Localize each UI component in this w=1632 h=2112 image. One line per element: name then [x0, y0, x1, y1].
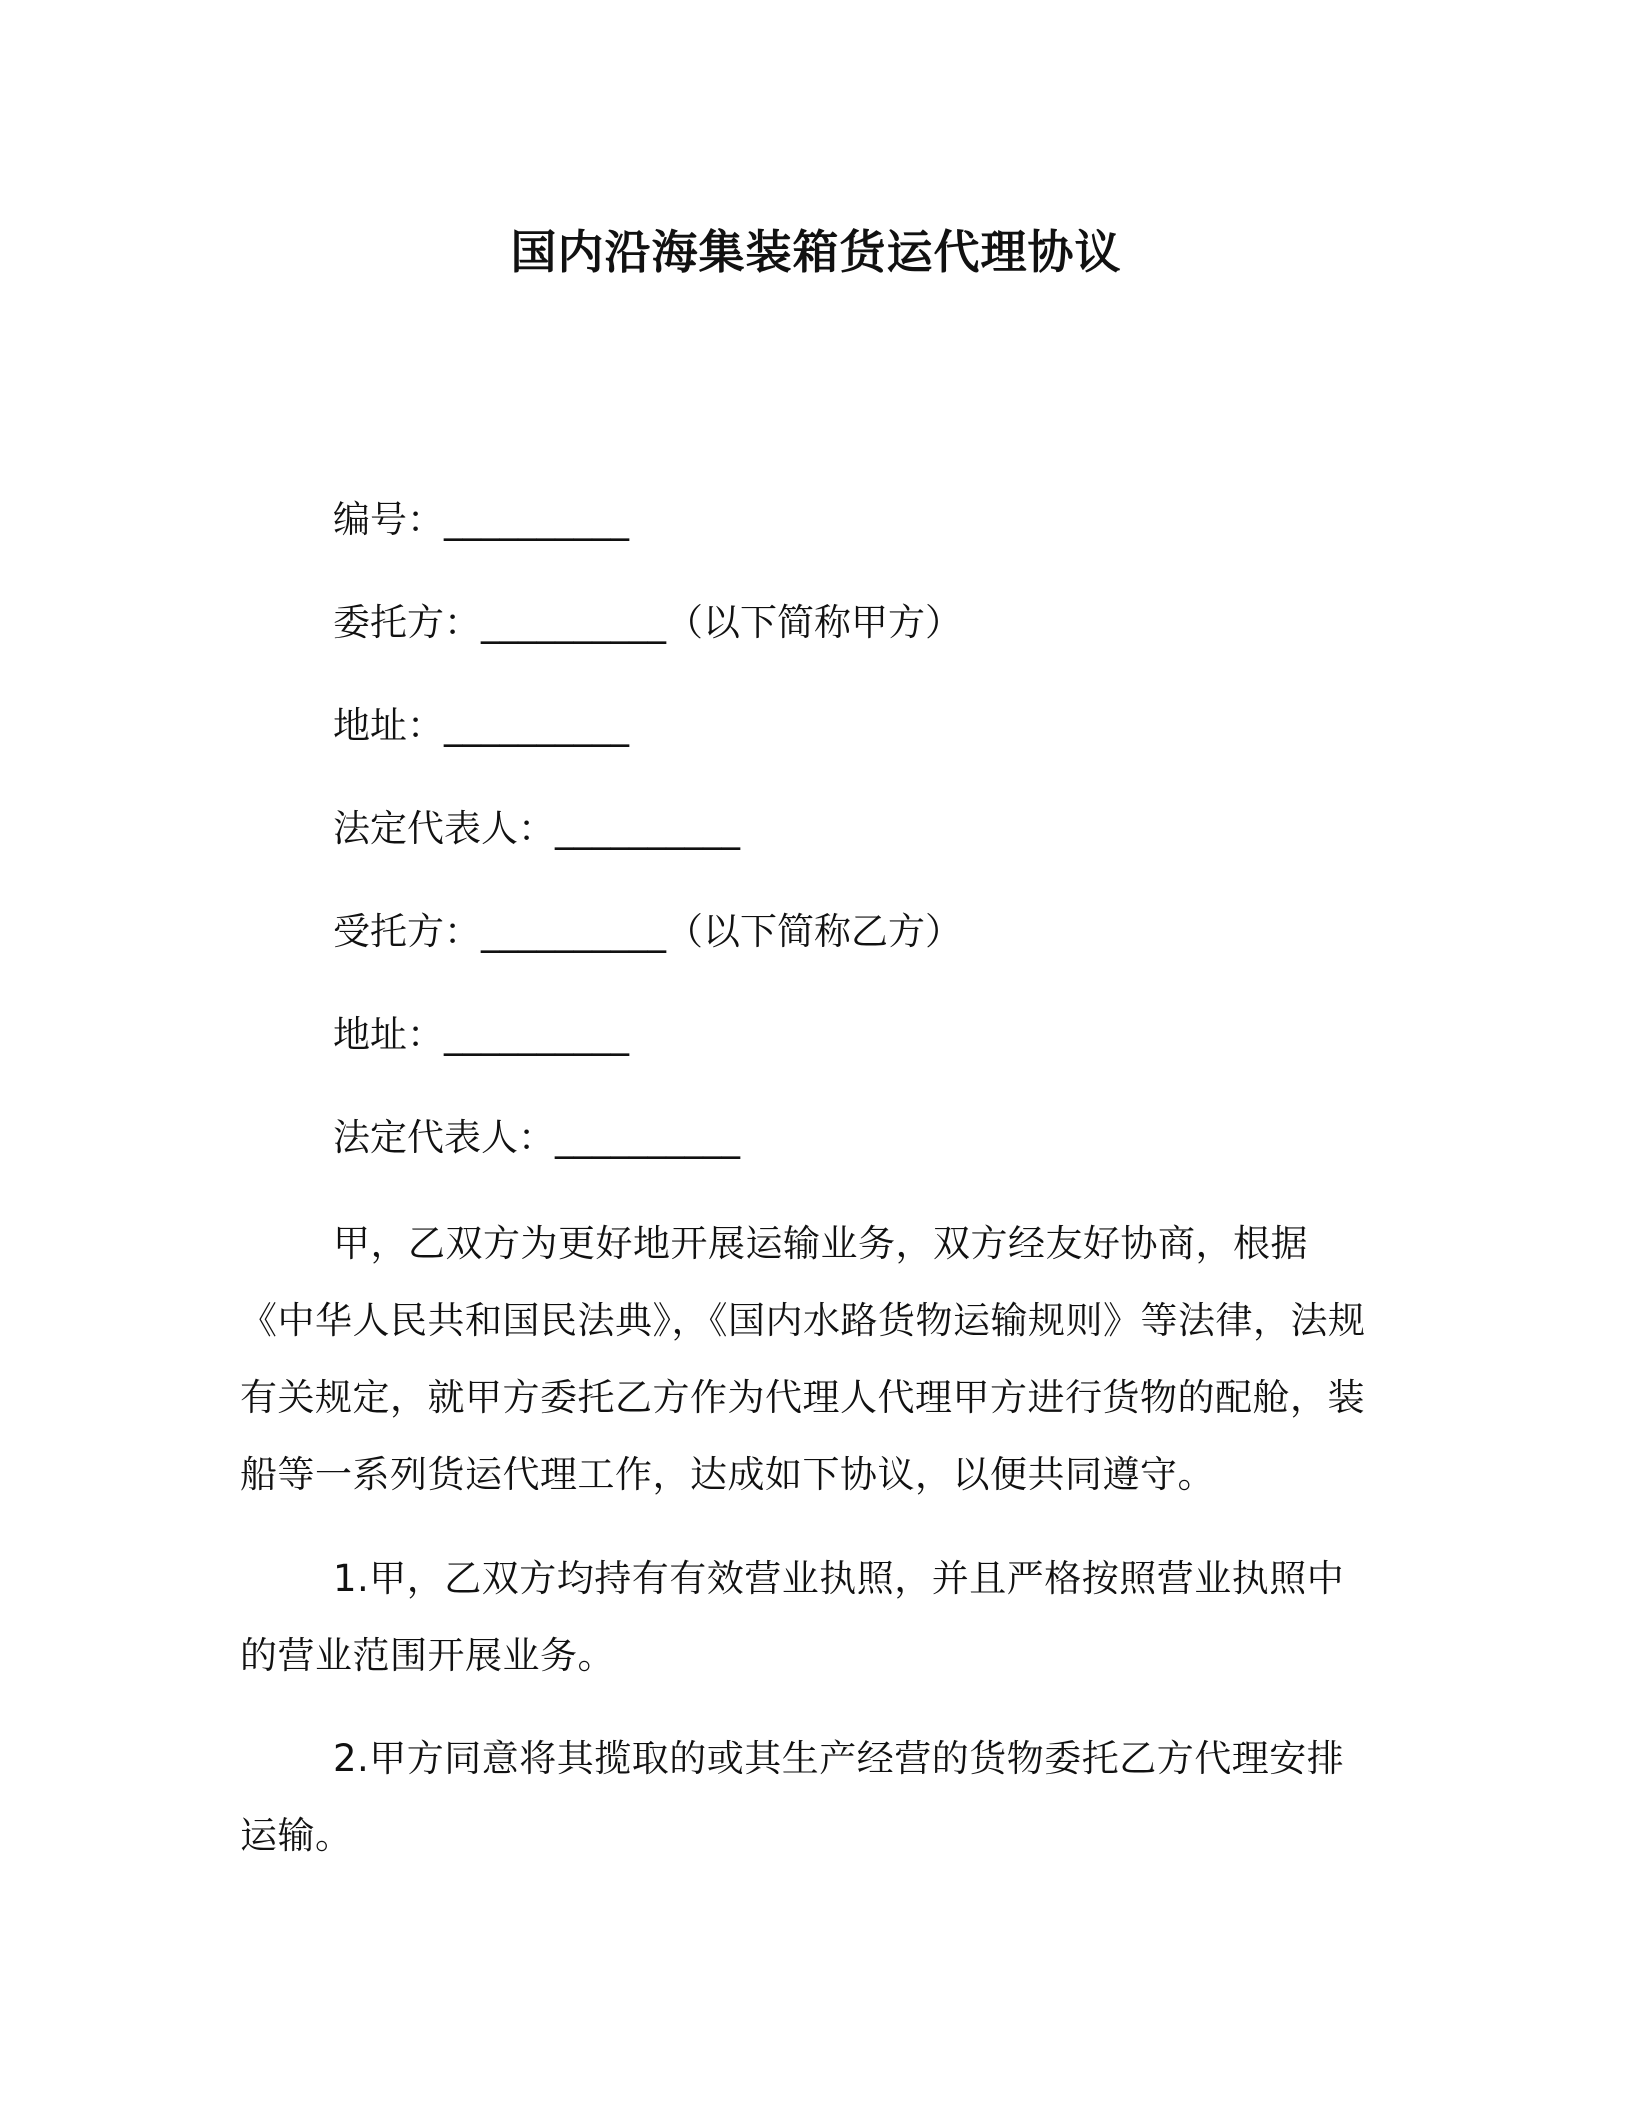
field-entrusting-party: 委托方：__________（以下简称甲方） — [333, 601, 962, 644]
field-party-b-legal-representative: 法定代表人：__________ — [333, 1116, 740, 1159]
document-title: 国内沿海集装箱货运代理协议 — [510, 225, 1122, 279]
field-party-a-address: 地址：__________ — [333, 704, 629, 747]
paragraph-clause-2: 2.甲方同意将其揽取的或其生产经营的货物委托乙方代理安排运输。 — [240, 1737, 1345, 1857]
paragraph-preamble: 甲，乙双方为更好地开展运输业务，双方经友好协商，根据《中华人民共和国民法典》，《国内水路货物运输规则》等法律，法规有关规定，就甲方委托乙方作为代理人代理甲方进行货物的配舱，装船等一系列货运代理工作，达成如下协议，以便共同遵守。 — [240, 1222, 1366, 1496]
field-party-a-legal-representative: 法定代表人：__________ — [333, 807, 740, 850]
field-contract-number: 编号：__________ — [333, 498, 629, 541]
field-party-b-address: 地址：__________ — [333, 1013, 629, 1056]
field-entrusted-party: 受托方：__________（以下简称乙方） — [333, 910, 962, 953]
paragraph-clause-1: 1.甲，乙双方均持有有效营业执照，并且严格按照营业执照中的营业范围开展业务。 — [240, 1557, 1345, 1677]
